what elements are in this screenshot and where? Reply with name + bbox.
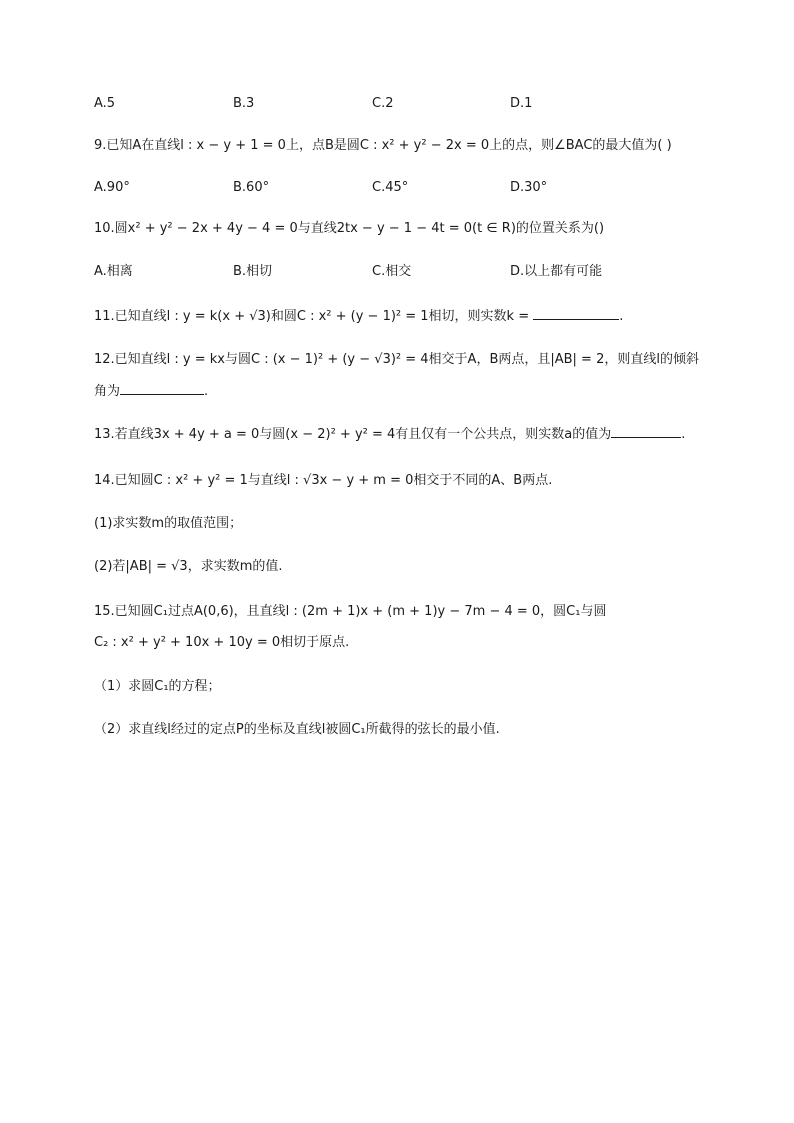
q8-option-b: B.3 xyxy=(233,96,255,111)
q10-option-b: B.相切 xyxy=(233,264,273,279)
q11-text: 11.已知直线l : y = k(x + √3)和圆C : x² + (y − 1)² = 1相切，则实数k = xyxy=(94,309,530,324)
q13-text: 13.若直线3x + 4y + a = 0与圆(x − 2)² + y² = 4有且仅有一个公共点，则实数a的值为 xyxy=(94,427,612,442)
q15-line2: C₂ : x² + y² + 10x + 10y = 0相切于原点. xyxy=(94,635,350,650)
q9-text: 9.已知A在直线l : x − y + 1 = 0上，点B是圆C : x² + y² − 2x = 0上的点，则∠BAC的最大值为( ) xyxy=(94,138,672,153)
q13-answer-blank[interactable] xyxy=(611,425,681,438)
q15-part2: （2）求直线l经过的定点P的坐标及直线l被圆C₁所截得的弦长的最小值. xyxy=(94,722,500,737)
q11-answer-blank[interactable] xyxy=(533,307,619,320)
q8-option-d: D.1 xyxy=(510,96,533,111)
q13-line xyxy=(94,425,685,444)
q9-option-d: D.30° xyxy=(510,180,548,195)
q11-line xyxy=(94,307,623,326)
q12-answer-blank[interactable] xyxy=(120,382,204,395)
q9-option-c: C.45° xyxy=(372,180,409,195)
q10-option-a: A.相离 xyxy=(94,264,133,279)
q10-option-d: D.以上都有可能 xyxy=(510,264,603,279)
q12-line1: 12.已知直线l : y = kx与圆C : (x − 1)² + (y − √3)² = 4相交于A，B两点，且|AB| = 2，则直线l的倾斜 xyxy=(94,352,699,367)
q15-line1: 15.已知圆C₁过点A(0,6)，且直线l : (2m + 1)x + (m + 1)y − 7m − 4 = 0，圆C₁与圆 xyxy=(94,604,607,619)
q13-tail: . xyxy=(681,427,686,442)
q12-tail: . xyxy=(204,384,209,399)
q15-part1: （1）求圆C₁的方程； xyxy=(94,679,221,694)
q14-part1: (1)求实数m的取值范围； xyxy=(94,516,243,531)
q10-text: 10.圆x² + y² − 2x + 4y − 4 = 0与直线2tx − y − 1 − 4t = 0(t ∈ R)的位置关系为() xyxy=(94,221,605,236)
q8-option-c: C.2 xyxy=(372,96,394,111)
q8-option-a: A.5 xyxy=(94,96,116,111)
q12-line2-wrap xyxy=(94,382,208,401)
q11-tail: . xyxy=(619,309,624,324)
q12-line2: 角为 xyxy=(94,384,121,399)
q14-part2: (2)若|AB| = √3，求实数m的值. xyxy=(94,559,283,574)
q14-text: 14.已知圆C : x² + y² = 1与直线l : √3x − y + m = 0相交于不同的A、B两点. xyxy=(94,473,553,488)
q9-option-b: B.60° xyxy=(233,180,270,195)
q9-option-a: A.90° xyxy=(94,180,130,195)
q10-option-c: C.相交 xyxy=(372,264,412,279)
